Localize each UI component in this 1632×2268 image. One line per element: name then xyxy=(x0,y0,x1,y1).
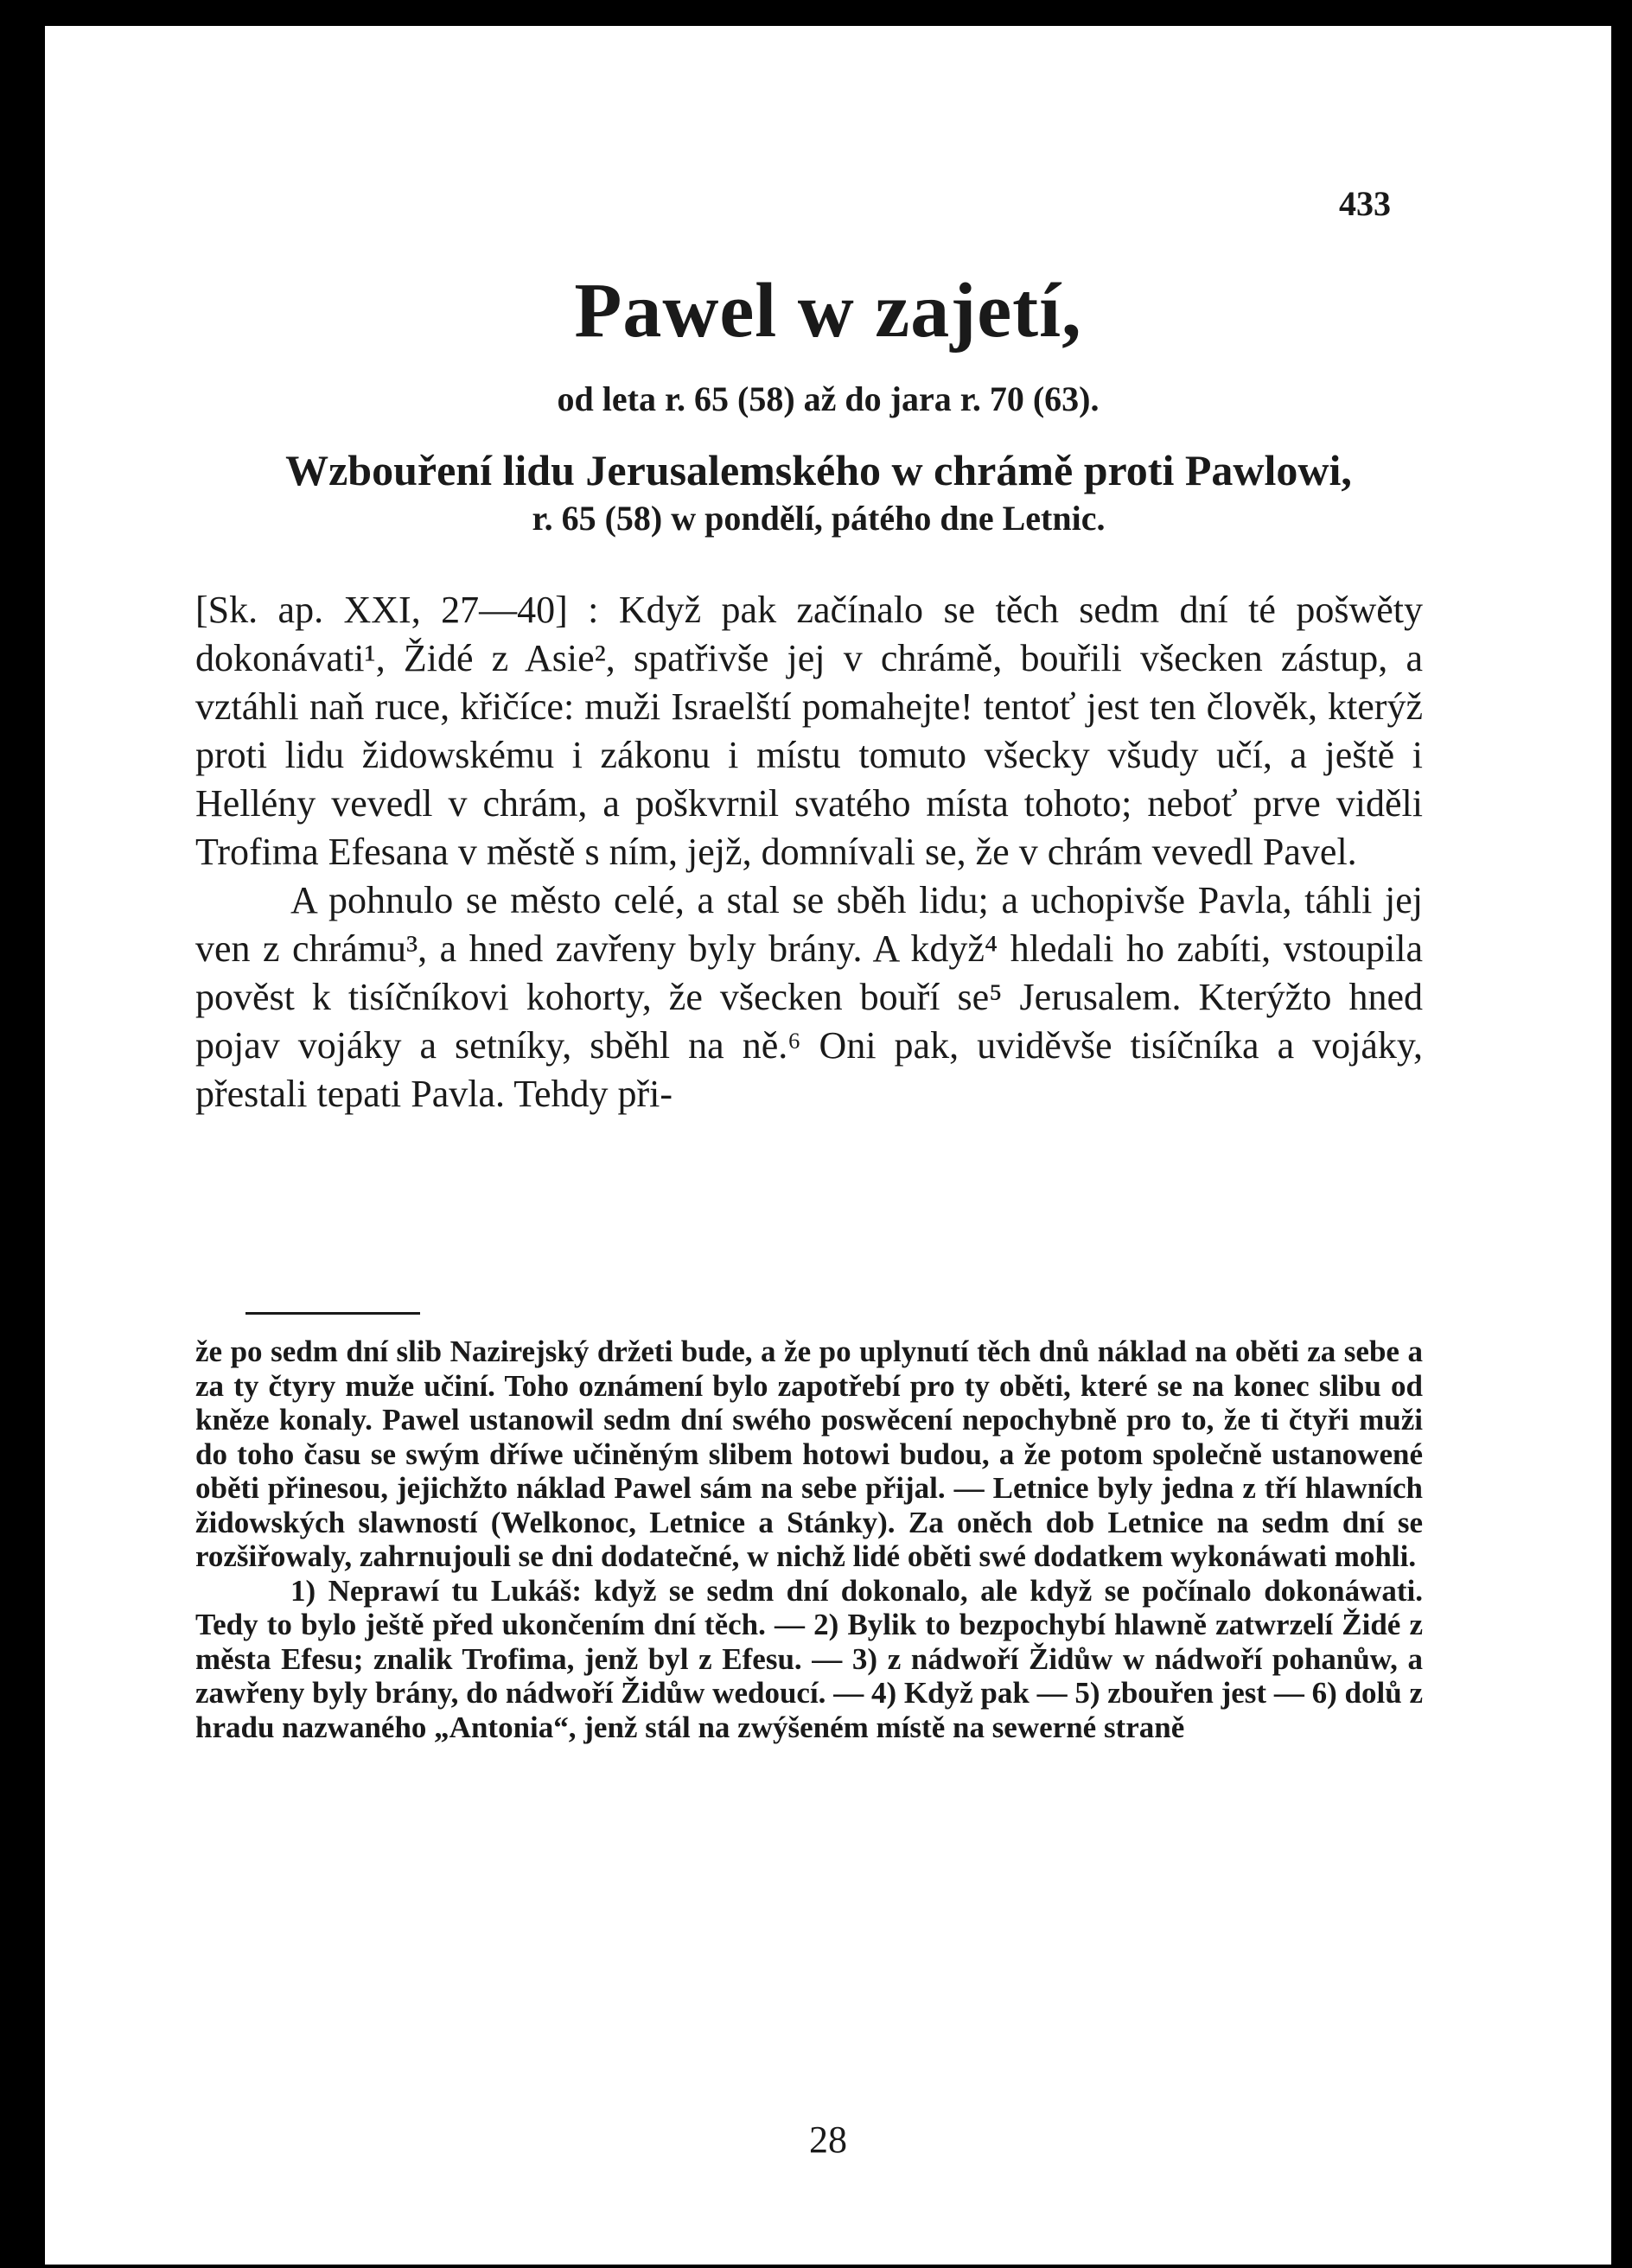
footnotes xyxy=(195,1335,1423,1744)
footnote-divider xyxy=(245,1312,420,1315)
main-text xyxy=(195,586,1423,1118)
chapter-title: Pawel w zajetí, xyxy=(574,268,1082,354)
main-paragraph: [Sk. ap. XXI, 27—40] : Když pak začínalo se těch sedm dní té pošwěty dokonávati¹, Židé z Asie², spatřivše jej v chrámě, bouřili všecken zástup, a vztáhli naň ruce, křičíce: muži Israelští pomahejte! tentoť jest ten člověk, kterýž proti lidu židowskému i zákonu i místu tomuto všecky všudy učí, a ještě i Hellény vevedl v chrám, a poškvrnil svatého místa tohoto; neboť prve viděli Trofima Efesana v městě s ním, jejž, domnívali se, že v chrám vevedl Pavel. xyxy=(195,589,1423,873)
section-heading-text: Wzbouření lidu Jerusalemského w chrámě proti Pawlowi, xyxy=(285,446,1352,494)
chapter-dates: od leta r. 65 (58) až do jara r. 70 (63). xyxy=(557,379,1100,418)
page-number: 433 xyxy=(1339,184,1391,223)
section-heading-date: r. 65 (58) w pondělí, pátého dne Letnic. xyxy=(532,499,1106,538)
main-paragraph: A pohnulo se město celé, a stal se sběh lidu; a uchopivše Pavla, táhli jej ven z chrámu³, a hned zavřeny byly brány. A když⁴ hledali ho zabíti, vstoupila pověst k tisíčníkovi kohorty, že všecken bouří se⁵ Jerusalem. Kterýžto hned pojav vojáky a setníky, sběhl na ně.⁶ Oni pak, uviděvše tisíčníka a vojáky, přestali tepati Pavla. Tehdy při- xyxy=(195,879,1423,1115)
signature-number: 28 xyxy=(809,2118,847,2161)
footnote-paragraph: 1) Nepraw​í tu Lukáš: když se sedm dní dokonalo, ale když se počínalo dokonáwati. Tedy to bylo ještě před ukončením dní těch. — 2) Bylik to bezpochybí hlawně zatwrzelí Židé z města Efesu; znalik Trofima, jenž byl z Efesu. — 3) z nádwoří Židůw w nádwoří pohanůw, a zawřeny byly brány, do nádwoří Židůw wedoucí. — 4) Když pak — 5) zbouřen jest — 6) dolů z hradu nazwaného „Antonia“, jenž stál na zwýšeném místě na sewerné straně xyxy=(195,1573,1423,1744)
section-heading xyxy=(183,446,1454,538)
footnote-paragraph: že po sedm dní slib Nazirejský držeti bude, a že po uplynutí těch dnů náklad na oběti za sebe a za ty čtyry muže učiní. Toho oznámení bylo zapotřebí pro ty oběti, které se na konec slibu od kněze konaly. Pawel ustanowil sedm dní swého poswěcení nepochybně pro to, že ti čtyři muži do toho času se swým dříwe učiněným slibem hotowi budou, a že potom společně ustanowené oběti přinesou, jejichžto náklad Pawel sám na sebe přijal. — Letnice byly jedna z tří hlawních židowských slawností (Welkonoc, Letnice a Stánky). Za oněch dob Letnice na sedm dní se rozšiřowaly, zahrnujouli se dni dodatečné, w nichž lidé oběti swé dodatkem wykonáwati mohli. xyxy=(195,1335,1423,1573)
book-page xyxy=(45,26,1611,2265)
